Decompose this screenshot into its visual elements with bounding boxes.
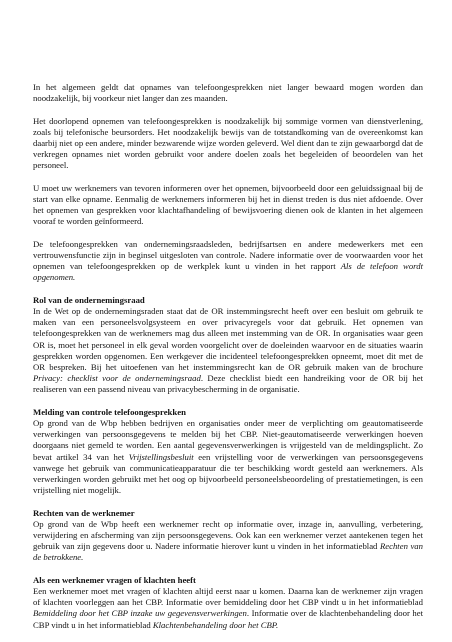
section-text: . Informatie over de klachtenbehandeling door het CBP vindt u in het informatieblad: [33, 608, 423, 630]
section-employee-rights: [33, 508, 423, 564]
section-text: Op grond van de Wbp hebben bedrijven en organisaties onder meer de verplichting om geautomatiseerde verwerkingen van persoonsgegevens te melden bij het CBP. Niet-geautomatiseerde verwerkingen hoeven doorgaans niet gemeld te worden. Een aantal gegevensverwerkingen is vrijgesteld van de meldingsplicht. Zo bevat artikel 34 van het: [33, 418, 423, 462]
section-text: . Deze checklist biedt een handreiking voor de OR bij het realiseren van een passend niveau van privacybescherming in de organisatie.: [33, 373, 423, 395]
section-heading: Rol van de ondernemingsraad: [33, 294, 145, 305]
section-body: [33, 586, 423, 631]
section-text: Op grond van de Wbp heeft een werknemer recht op informatie over, inzage in, aanvulling, verbetering, verwijdering en afscherming van zijn persoonsgegevens. Ook kan een werknemer verzet aantekenen tegen het gebruik van zijn gegevens door u. Nadere informatie hierover kunt u vinden in het informatieblad: [33, 518, 423, 552]
section-heading: Als een werknemer vragen of klachten heeft: [33, 574, 196, 585]
section-text: een vrijstelling voor de verwerkingen van persoonsgegevens vanwege het gebruik van communicatieapparatuur die ter beschikking wordt gesteld aan werknemers. Als verwerkingen worden gebruikt met het oog op bijvoorbeeld personeelsbeoordeling of prestatiemetingen, is een vrijstelling niet mogelijk.: [33, 451, 423, 496]
brochure-title: Privacy: checklist voor de ondernemingsraad: [33, 373, 201, 384]
section-body: [33, 519, 423, 564]
paragraph-confidential-functions: [33, 239, 423, 284]
section-body: [33, 306, 423, 396]
paragraph-text: De telefoongesprekken van ondernemingsraadsleden, bedrijfsartsen en andere medewerkers met een vertrouwensfunctie zijn in beginsel uitgesloten van controle. Nadere informatie over de voorwaarden voor het opnemen van telefoongesprekken op de werkplek kunt u vinden in het rapport: [33, 238, 423, 272]
paragraph-continuous-recording: Het doorlopend opnemen van telefoongesprekken is noodzakelijk bij sommige vormen van dienstverlening, zoals bij telefonische beursorders. Het noodzakelijk bewijs van de totstandkoming van de overeenkomst kan daarbij niet op een andere, minder bezwarende wijze worden geleverd. Wel dient dan te zijn gewaarborgd dat de verkregen opnames niet worden gebruikt voor andere doelen zoals het begeleiden of beoordelen van het personeel.: [33, 115, 423, 171]
section-heading: Rechten van de werknemer: [33, 507, 135, 518]
section-text: Een werknemer moet met vragen of klachten altijd eerst naar u komen. Daarna kan de werknemer zijn vragen of klachten voorleggen aan het CBP. Informatie over bemiddeling door het CBP vindt u in het informatieblad: [33, 586, 423, 608]
paragraph-inform-employees: U moet uw werknemers van tevoren informeren over het opnemen, bijvoorbeeld door een geluidssignaal bij de start van elke opname. Eenmalig de werknemers informeren bij het in dienst treden is dus niet afdoende. Over het opnemen van gesprekken voor klachtafhandeling of bewijsvoering dienen ook de klanten in het algemeen vooraf te worden geïnformeerd.: [33, 182, 423, 227]
section-notification: [33, 407, 423, 497]
paragraph-retention: In het algemeen geldt dat opnames van telefoongesprekken niet langer bewaard mogen worden dan noodzakelijk, bij voorkeur niet langer dan zes maanden.: [33, 82, 423, 104]
document-page: [33, 82, 423, 642]
infosheet-title: Bemiddeling door het CBP inzake uw gegevensverwerkingen: [33, 608, 247, 619]
report-title: Als de telefoon wordt opgenomen.: [33, 261, 423, 283]
infosheet-title: Rechten van de betrokkene.: [33, 541, 423, 563]
section-heading: Melding van controle telefoongesprekken: [33, 406, 186, 417]
section-works-council: [33, 295, 423, 396]
section-body: [33, 418, 423, 496]
section-questions-complaints: [33, 575, 423, 631]
section-text: In de Wet op de ondernemingsraden staat dat de OR instemmingsrecht heeft over een besluit om gebruik te maken van een personeelsvolgsysteem en over privacyregels voor dat gebruik. Het opnemen van telefoongesprekken van de werknemers mag dus alleen met instemming van de OR. In organisaties waar geen OR is, moet het personeel in elk geval worden voorgelicht over de doeleinden waarvoor en de situaties waarin gesprekken worden opgenomen. Een werkgever die incidenteel telefoongesprekken opneemt, moet dit met de OR bespreken. Bij het uitoefenen van het instemmingsrecht kan de OR gebruik maken van de brochure: [33, 306, 423, 373]
decree-title: Vrijstellingsbesluit: [128, 451, 194, 462]
infosheet-title: Klachtenbehandeling door het CBP.: [152, 619, 279, 630]
